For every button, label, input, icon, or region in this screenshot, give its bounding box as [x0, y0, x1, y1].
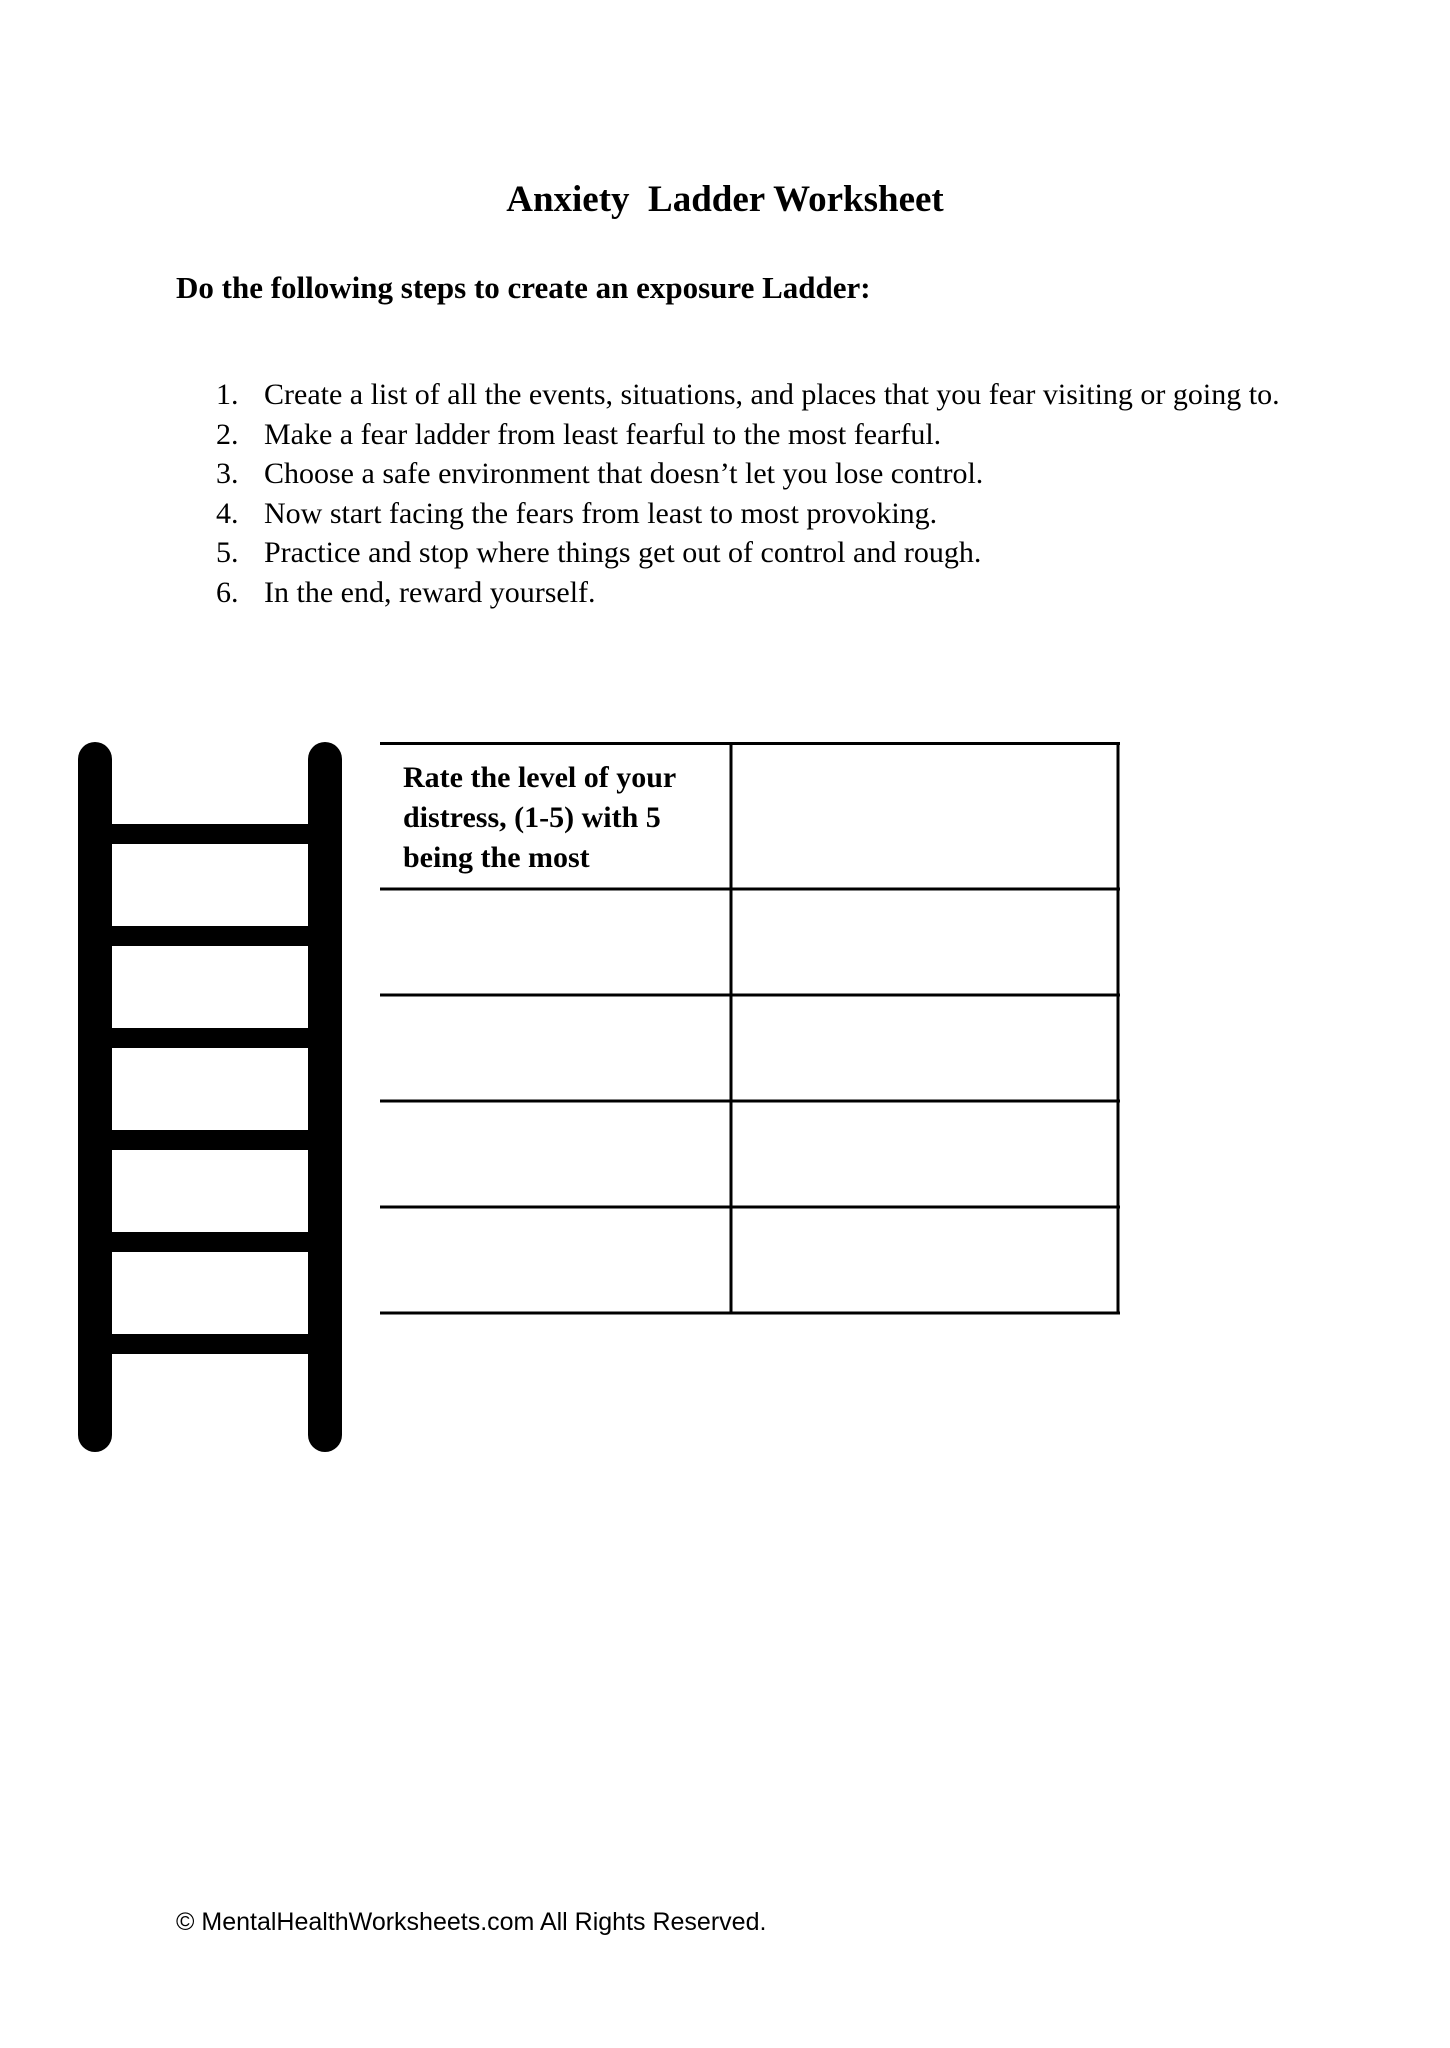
- ladder-rung: [104, 1334, 316, 1354]
- step-number: 4.: [216, 496, 239, 530]
- list-item: [216, 494, 1316, 534]
- step-text: Make a fear ladder from least fearful to the most fearful.: [264, 417, 942, 451]
- ladder-rung: [104, 1232, 316, 1252]
- step-text: Create a list of all the events, situations, and places that you fear visiting or going to.: [264, 378, 1280, 411]
- copyright-footer: © MentalHealthWorksheets.com All Rights Reserved.: [176, 1908, 767, 1936]
- step-number: 5.: [216, 536, 239, 569]
- list-item: [216, 375, 1316, 415]
- list-item: [216, 533, 1316, 573]
- step-number: 1.: [216, 378, 239, 411]
- step-text: Practice and stop where things get out of control and rough.: [264, 536, 982, 569]
- list-item: [216, 415, 1316, 455]
- step-text: Choose a safe environment that doesn’t let you lose control.: [264, 457, 984, 490]
- ladder-rung: [104, 824, 316, 844]
- ladder-rung: [104, 1028, 316, 1048]
- step-number: 6.: [216, 575, 239, 609]
- ladder-rung: [104, 926, 316, 946]
- step-number: 3.: [216, 457, 239, 490]
- ladder-rung: [104, 1130, 316, 1150]
- ladder-icon: [74, 740, 354, 1460]
- step-text: In the end, reward yourself.: [264, 575, 596, 609]
- steps-list: [216, 375, 1316, 612]
- list-item: [216, 454, 1316, 494]
- list-item: [216, 573, 1316, 613]
- step-number: 2.: [216, 417, 239, 451]
- step-text: Now start facing the fears from least to most provoking.: [264, 496, 938, 530]
- instructions-heading: Do the following steps to create an exposure Ladder:: [176, 270, 871, 305]
- page-title: Anxiety Ladder Worksheet: [506, 179, 944, 220]
- distress-rating-header: Rate the level of your distress, (1-5) with 5 being the most: [403, 761, 676, 874]
